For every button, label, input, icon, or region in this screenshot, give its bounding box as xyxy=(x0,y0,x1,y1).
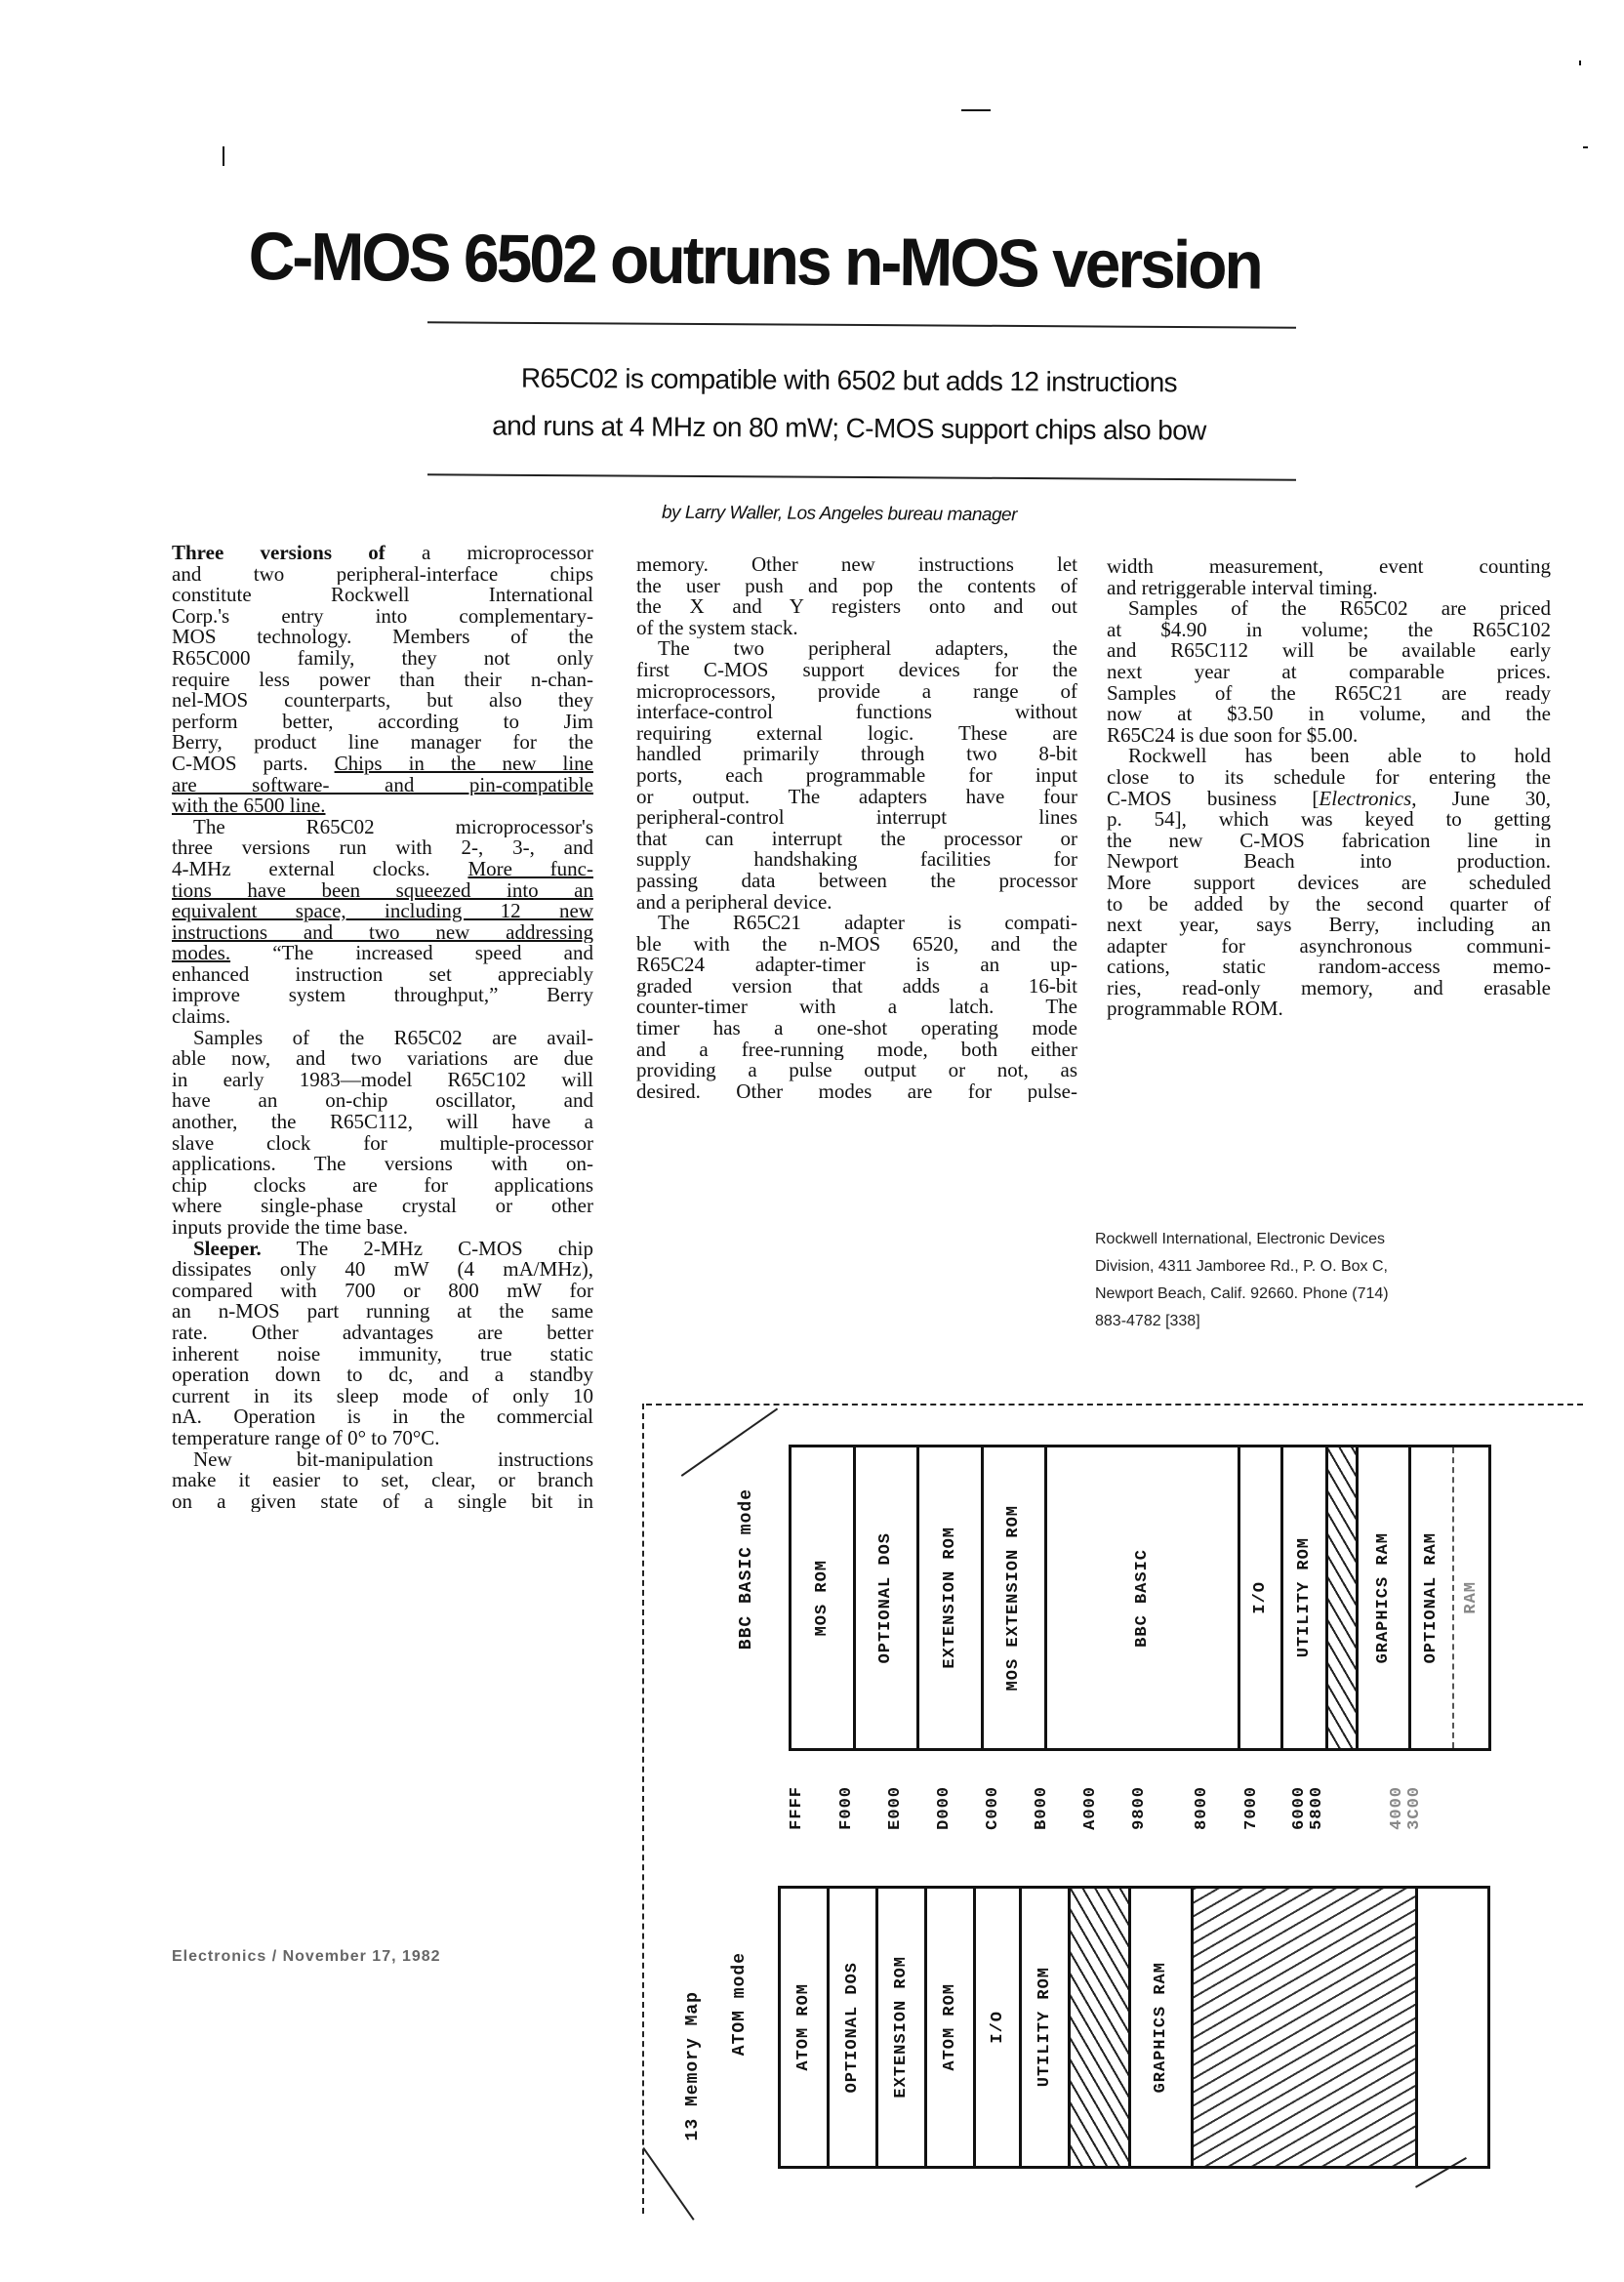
text-line: next year at comparable prices. xyxy=(1107,661,1551,683)
text-line: the X and Y registers onto and out xyxy=(636,596,1077,618)
address-label: A000 xyxy=(1081,1786,1100,1830)
bbc-region-optional-dos xyxy=(856,1447,920,1748)
text-line: R65C24 adapter-timer is an up- xyxy=(636,955,1077,976)
text-line: ports, each programmable for input xyxy=(636,764,1077,787)
figure-corner-line-bottom xyxy=(642,2147,694,2221)
column-middle xyxy=(636,554,1077,1102)
address-label: D000 xyxy=(935,1786,954,1830)
text-line: applications. The versions with on- xyxy=(172,1154,593,1175)
source-address xyxy=(1095,1226,1544,1335)
source-line: Newport Beach, Calif. 92660. Phone (714) xyxy=(1095,1285,1389,1302)
bbc-region-i-o xyxy=(1240,1447,1283,1748)
text-line: Newport Beach into production. xyxy=(1107,851,1551,873)
text-line: tions have been squeezed into an xyxy=(172,879,593,902)
deck-line-2: and runs at 4 MHz on 80 mW; C-MOS support chips also bow xyxy=(492,410,1206,446)
bbc-region-utility-rom xyxy=(1283,1447,1328,1748)
headline: C-MOS 6502 outruns n-MOS version xyxy=(248,218,1262,304)
address-label: E000 xyxy=(886,1786,905,1830)
text-line: on a given state of a single bit in xyxy=(172,1490,593,1513)
text-line: claims. xyxy=(172,1006,231,1028)
text-line: with the 6500 line. xyxy=(172,795,326,817)
text-line: slave clock for multiple-processor xyxy=(172,1132,593,1155)
region-label: OPTIONAL DOS xyxy=(843,1961,862,2094)
text-line: perform better, according to Jim xyxy=(172,711,593,733)
text-line: an n-MOS part running at the same xyxy=(172,1301,593,1323)
text-line: memory. Other new instructions let xyxy=(636,554,1077,576)
text-line: constitute Rockwell International xyxy=(172,585,593,606)
address-label: 5800 xyxy=(1308,1786,1326,1830)
text-line: and R65C112 will be available early xyxy=(1107,640,1551,662)
bbc-region-ram xyxy=(1454,1447,1488,1748)
figure-corner-line xyxy=(681,1407,778,1476)
text-line: More support devices are scheduled xyxy=(1107,872,1551,894)
atom-region-reserved xyxy=(1418,1889,1467,2166)
region-label: RAM xyxy=(1461,1581,1481,1614)
region-label: I/O xyxy=(988,2011,1007,2044)
column-right xyxy=(1107,556,1551,1020)
byline: by Larry Waller, Los Angeles bureau manager xyxy=(661,502,1018,526)
atom-region-extension-rom xyxy=(878,1889,927,2166)
text-line: where single-phase crystal or other xyxy=(172,1196,593,1217)
text-line: Three versions of a microprocessor xyxy=(172,543,593,564)
scan-mark xyxy=(961,109,991,111)
text-line: make it easier to set, clear, or branch xyxy=(172,1470,593,1491)
text-line: New bit-manipulation instructions xyxy=(193,1448,593,1471)
text-line: improve system throughput,” Berry xyxy=(172,985,593,1007)
text-line: interface-control functions without xyxy=(636,702,1077,723)
text-line: in early 1983—model R65C102 will xyxy=(172,1069,593,1091)
text-line: C-MOS parts. Chips in the new line xyxy=(172,753,593,775)
text-line: adapter for asynchronous communi- xyxy=(1107,935,1551,958)
deck-rule-bottom xyxy=(427,473,1296,480)
text-line: peripheral-control interrupt lines xyxy=(636,807,1077,829)
text-line: equivalent space, including 12 new xyxy=(172,901,593,922)
figure-border-left xyxy=(642,1404,644,2214)
bbc-region-mos-extension-rom xyxy=(984,1447,1048,1748)
atom-region-utility-rom xyxy=(1022,1889,1071,2166)
region-label: UTILITY ROM xyxy=(1035,1967,1054,2088)
bbc-region-extension-rom xyxy=(919,1447,984,1748)
atom-region-i-o xyxy=(976,1889,1022,2166)
bbc-region-bbc-basic xyxy=(1047,1447,1240,1748)
text-line: modes. “The increased speed and xyxy=(172,943,593,964)
address-label: 7000 xyxy=(1242,1786,1261,1830)
text-line: instructions and two new addressing xyxy=(172,921,593,944)
bbc-mode-label: BBC BASIC mode xyxy=(737,1488,756,1650)
address-label: FFFF xyxy=(788,1786,806,1830)
text-line: Rockwell has been able to hold xyxy=(1128,746,1551,767)
atom-region-reserved xyxy=(1194,1889,1418,2166)
deck-line-1: R65C02 is compatible with 6502 but adds 12 instructions xyxy=(520,362,1178,398)
text-line: requiring external logic. These are xyxy=(636,722,1077,745)
text-line: C-MOS business [Electronics, June 30, xyxy=(1107,788,1551,810)
text-line: require less power than their n-chan- xyxy=(172,669,593,691)
text-line: Sleeper. The 2-MHz C-MOS chip xyxy=(193,1238,593,1260)
region-label: MOS ROM xyxy=(812,1559,832,1637)
bbc-memory-row xyxy=(789,1445,1491,1751)
scan-mark xyxy=(1583,146,1588,148)
bbc-region-reserved xyxy=(1328,1447,1359,1748)
text-line: nel-MOS counterparts, but also they xyxy=(172,690,593,712)
text-line: The two peripheral adapters, the xyxy=(658,638,1077,660)
text-line: graded version that adds a 16-bit xyxy=(636,975,1077,998)
text-line: another, the R65C112, will have a xyxy=(172,1112,593,1133)
text-line: Samples of the R65C21 are ready xyxy=(1107,682,1551,705)
text-line: first C-MOS support devices for the xyxy=(636,659,1077,681)
address-label: 3C00 xyxy=(1405,1786,1424,1830)
text-line: handled primarily through two 8-bit xyxy=(636,744,1077,765)
scan-mark xyxy=(1579,61,1581,65)
address-label: F000 xyxy=(837,1786,856,1830)
text-line: MOS technology. Members of the xyxy=(172,627,593,648)
source-line: 883-4782 [338] xyxy=(1095,1313,1200,1329)
text-line: of the system stack. xyxy=(636,617,798,639)
address-label: B000 xyxy=(1033,1786,1051,1830)
text-line: desired. Other modes are for pulse- xyxy=(636,1080,1077,1103)
address-label: 4000 xyxy=(1388,1786,1406,1830)
page-folio: Electronics / November 17, 1982 xyxy=(172,1948,441,1965)
text-line: or output. The adapters have four xyxy=(636,786,1077,808)
text-line: enhanced instruction set appreciably xyxy=(172,963,593,986)
bbc-region-graphics-ram xyxy=(1359,1447,1410,1748)
text-line: able now, and two variations are due xyxy=(172,1048,593,1070)
text-line: supply handshaking facilities for xyxy=(636,849,1077,871)
text-line: The R65C02 microprocessor's xyxy=(193,816,593,838)
region-label: GRAPHICS RAM xyxy=(1152,1961,1170,2094)
address-label: 8000 xyxy=(1193,1786,1211,1830)
region-label: EXTENSION ROM xyxy=(940,1527,959,1669)
text-line: and two peripheral-interface chips xyxy=(172,563,593,586)
source-line: Rockwell International, Electronic Devices xyxy=(1095,1231,1386,1247)
bbc-region-mos-rom xyxy=(792,1447,856,1748)
text-line: providing a pulse output or not, as xyxy=(636,1060,1077,1081)
text-line: Berry, product line manager for the xyxy=(172,732,593,754)
text-line: dissipates only 40 mW (4 mA/MHz), xyxy=(172,1259,593,1281)
region-label: ATOM ROM xyxy=(941,1983,959,2071)
text-line: R65C000 family, they not only xyxy=(172,647,593,670)
text-line: now at $3.50 in volume, and the xyxy=(1107,704,1551,725)
text-line: ries, read-only memory, and erasable xyxy=(1107,977,1551,999)
figure-border-top xyxy=(646,1404,1583,1406)
text-line: R65C24 is due soon for $5.00. xyxy=(1107,724,1359,747)
text-line: passing data between the processor xyxy=(636,870,1077,892)
address-label: 6000 xyxy=(1290,1786,1309,1830)
text-line: operation down to dc, and a standby xyxy=(172,1365,593,1386)
region-label: I/O xyxy=(1250,1581,1270,1614)
text-line: and retriggerable interval timing. xyxy=(1107,577,1378,599)
text-line: and a peripheral device. xyxy=(636,891,832,914)
text-line: to be added by the second quarter of xyxy=(1107,893,1551,916)
text-line: three versions run with 2-, 3-, and xyxy=(172,837,593,859)
column-left xyxy=(172,543,593,1512)
text-line: The R65C21 adapter is compati- xyxy=(658,913,1077,934)
text-line: at $4.90 in volume; the R65C102 xyxy=(1107,619,1551,641)
text-line: have an on-chip oscillator, and xyxy=(172,1090,593,1113)
text-line: 4-MHz external clocks. More func- xyxy=(172,858,593,880)
scan-mark xyxy=(223,146,224,166)
text-line: rate. Other advantages are better xyxy=(172,1322,593,1344)
text-line: chip clocks are for applications xyxy=(172,1174,593,1197)
text-line: next year, says Berry, including an xyxy=(1107,915,1551,936)
atom-region-atom-rom xyxy=(927,1889,976,2166)
text-line: microprocessors, provide a range of xyxy=(636,680,1077,703)
address-label: 9800 xyxy=(1130,1786,1149,1830)
region-label: OPTIONAL DOS xyxy=(876,1531,896,1664)
text-line: temperature range of 0° to 70°C. xyxy=(172,1427,440,1449)
text-line: current in its sleep mode of only 10 xyxy=(172,1385,593,1407)
deck-rule-top xyxy=(427,321,1296,328)
text-line: the new C-MOS fabrication line in xyxy=(1107,830,1551,852)
atom-region-atom-rom xyxy=(781,1889,830,2166)
text-line: width measurement, event counting xyxy=(1107,556,1551,578)
text-line: Samples of the R65C02 are avail- xyxy=(193,1027,593,1049)
figure-label: 13 Memory Map xyxy=(683,1991,703,2141)
region-label: UTILITY ROM xyxy=(1295,1537,1315,1658)
text-line: inputs provide the time base. xyxy=(172,1217,409,1239)
text-line: counter-timer with a latch. The xyxy=(636,997,1077,1019)
text-line: Samples of the R65C02 are priced xyxy=(1128,598,1551,620)
text-line: compared with 700 or 800 mW for xyxy=(172,1280,593,1302)
region-label: ATOM ROM xyxy=(794,1983,813,2071)
text-line: timer has a one-shot operating mode xyxy=(636,1018,1077,1039)
text-line: the user push and pop the contents of xyxy=(636,575,1077,597)
text-line: ble with the n-MOS 6520, and the xyxy=(636,933,1077,956)
region-label: OPTIONAL RAM xyxy=(1422,1531,1441,1664)
text-line: cations, static random-access memo- xyxy=(1107,957,1551,978)
region-label: MOS EXTENSION ROM xyxy=(1004,1504,1024,1691)
text-line: nA. Operation is in the commercial xyxy=(172,1406,593,1428)
address-label: C000 xyxy=(984,1786,1002,1830)
atom-region-optional-dos xyxy=(830,1889,878,2166)
region-label: EXTENSION ROM xyxy=(892,1956,911,2099)
text-line: are software- and pin-compatible xyxy=(172,774,593,796)
text-line: inherent noise immunity, true static xyxy=(172,1343,593,1365)
atom-mode-label: ATOM mode xyxy=(730,1952,750,2057)
region-label: BBC BASIC xyxy=(1132,1548,1152,1648)
source-line: Division, 4311 Jamboree Rd., P. O. Box C, xyxy=(1095,1258,1388,1275)
text-line: and a free-running mode, both either xyxy=(636,1039,1077,1061)
atom-region-graphics-ram xyxy=(1131,1889,1194,2166)
text-line: that can interrupt the processor or xyxy=(636,828,1077,850)
bbc-region-optional-ram xyxy=(1411,1447,1454,1748)
atom-region-reserved xyxy=(1071,1889,1131,2166)
region-label: GRAPHICS RAM xyxy=(1373,1531,1393,1664)
text-line: p. 54], which was keyed to getting xyxy=(1107,809,1551,831)
text-line: close to its schedule for entering the xyxy=(1107,766,1551,789)
text-line: Corp.'s entry into complementary- xyxy=(172,605,593,628)
text-line: programmable ROM. xyxy=(1107,998,1283,1021)
atom-memory-row xyxy=(778,1886,1490,2169)
